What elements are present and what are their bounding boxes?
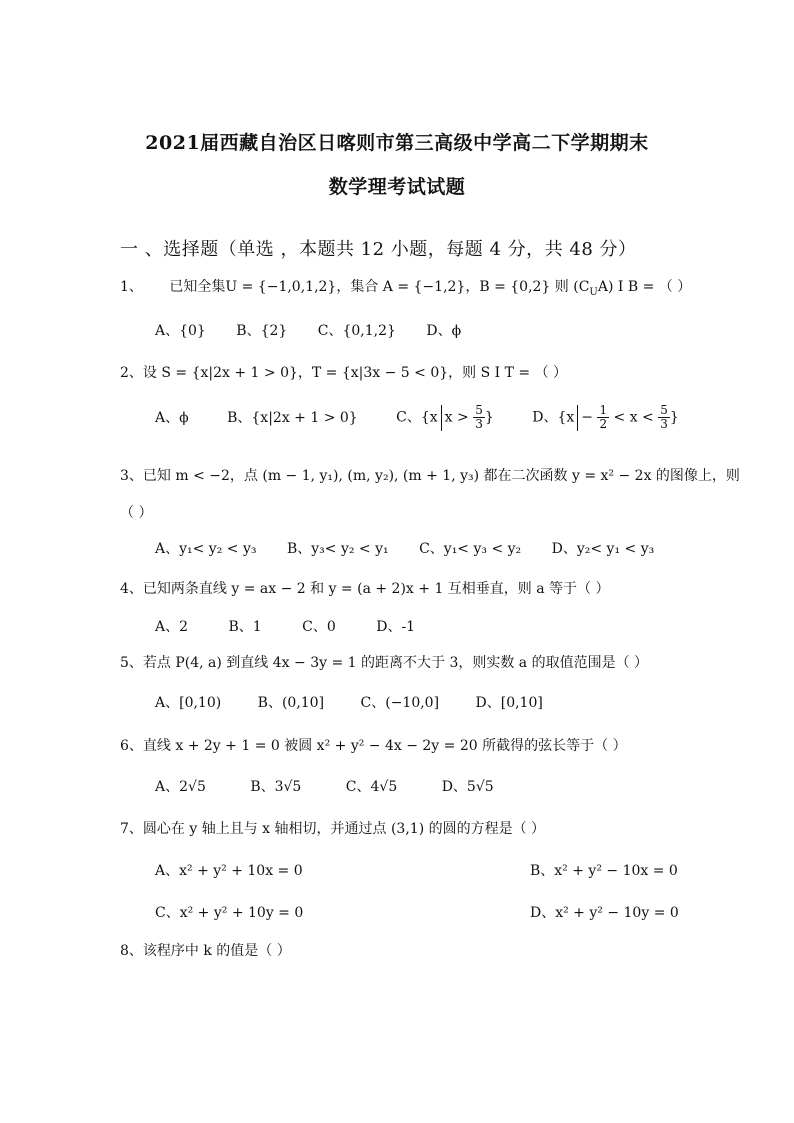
question-2-options	[155, 404, 705, 431]
question-7-option-b: B、x² + y² − 10x = 0	[530, 863, 678, 879]
question-1-number: 1、	[120, 279, 143, 295]
fraction	[473, 404, 485, 431]
question-3-options	[155, 538, 680, 558]
question-2-option-d-prefix: D、{x	[532, 409, 575, 426]
fraction-denominator: 3	[475, 417, 483, 431]
question-7-option-a: A、x² + y² + 10x = 0	[155, 863, 303, 879]
question-2-option-c-ineq: x >	[444, 409, 469, 426]
question-5-option-c: C、(−10,0]	[360, 695, 440, 711]
question-5-option-a: A、[0,10)	[155, 695, 222, 711]
question-2-option-c	[396, 404, 494, 431]
question-3-paren: （ ）	[120, 505, 153, 521]
question-2-option-d-minus: −	[581, 409, 593, 426]
question-2-option-d-close: }	[669, 409, 679, 426]
question-5-option-b: B、(0,10]	[257, 695, 325, 711]
question-4-option-b: B、1	[228, 619, 262, 635]
question-1-option-d: D、ϕ	[426, 323, 462, 339]
question-4-option-a: A、2	[155, 619, 189, 635]
question-7: 7、圆心在 y 轴上且与 x 轴相切，并通过点 (3,1) 的圆的方程是（ ）	[120, 821, 546, 837]
question-6-options	[155, 776, 520, 796]
question-4-option-c: C、0	[302, 619, 336, 635]
question-2: 2、设 S = {x|2x + 1 > 0}，T = {x|3x − 5 < 0}，则 S I T = （ ）	[120, 365, 568, 381]
question-1-options	[155, 320, 487, 340]
question-3: 3、已知 m < −2，点 (m − 1, y₁), (m, y₂), (m + 1, y₃) 都在二次函数 y = x² − 2x 的图像上，则	[120, 468, 740, 484]
question-2-option-c-close: }	[484, 409, 494, 426]
question-1-option-a: A、{0}	[155, 323, 206, 339]
fraction-numerator: 5	[660, 403, 668, 417]
fraction	[658, 404, 670, 431]
question-6-option-b: B、3√5	[250, 779, 302, 795]
question-6-option-c: C、4√5	[345, 779, 398, 795]
question-5-option-d: D、[0,10]	[475, 695, 543, 711]
question-5: 5、若点 P(4, a) 到直线 4x − 3y = 1 的距离不大于 3，则实数 a 的取值范围是（ ）	[120, 655, 649, 671]
question-8: 8、该程序中 k 的值是（ ）	[120, 943, 291, 959]
question-1-subscript: U	[589, 286, 598, 298]
set-bar	[441, 405, 442, 431]
fraction-numerator: 1	[599, 403, 608, 417]
question-4-options	[155, 616, 441, 636]
fraction-denominator: 2	[599, 417, 608, 431]
fraction	[597, 404, 609, 431]
question-1-text: 已知全集U = {−1,0,1,2}，集合 A = {−1,2}，B = {0,2} 则 (C	[169, 279, 590, 295]
fraction-numerator: 5	[475, 403, 483, 417]
question-1-option-c: C、{0,1,2}	[317, 323, 396, 339]
question-7-option-d: D、x² + y² − 10y = 0	[530, 905, 679, 921]
question-3-option-d: D、y₂< y₁ < y₃	[551, 541, 655, 557]
question-2-option-b: B、{x|2x + 1 > 0}	[227, 409, 358, 426]
question-2-option-a: A、ϕ	[155, 409, 189, 426]
question-5-options	[155, 692, 569, 712]
exam-title-line1: 2021届西藏自治区日喀则市第三高级中学高二下学期期末	[145, 132, 649, 154]
question-2-option-d-ineq: < x <	[613, 409, 654, 426]
set-bar	[577, 405, 578, 431]
question-2-option-c-prefix: C、{x	[396, 409, 438, 426]
fraction-denominator: 3	[660, 417, 668, 431]
section-header: 一 、选择题（单选 ，本题共 12 小题，每题 4 分，共 48 分）	[120, 239, 637, 260]
question-4: 4、已知两条直线 y = ax − 2 和 y = (a + 2)x + 1 互相垂直，则 a 等于（ ）	[120, 581, 610, 597]
question-6-option-a: A、2√5	[155, 779, 206, 795]
question-6: 6、直线 x + 2y + 1 = 0 被圆 x² + y² − 4x − 2y = 20 所截得的弦长等于（ ）	[120, 738, 627, 754]
question-3-option-c: C、y₁< y₃ < y₂	[419, 541, 522, 557]
question-7-option-c: C、x² + y² + 10y = 0	[155, 905, 304, 921]
question-1-option-b: B、{2}	[236, 323, 288, 339]
question-3-option-b: B、y₃< y₂ < y₁	[286, 541, 389, 557]
question-7-options-row1	[155, 860, 678, 880]
question-1-text-tail: A) I B = （ ）	[597, 279, 692, 295]
exam-title-line2: 数学理考试试题	[328, 176, 466, 198]
question-6-option-d: D、5√5	[441, 779, 494, 795]
question-4-option-d: D、-1	[376, 619, 416, 635]
question-3-option-a: A、y₁< y₂ < y₃	[155, 541, 257, 557]
question-7-options-row2	[155, 902, 679, 922]
question-1	[120, 276, 691, 298]
question-2-option-d	[532, 404, 679, 431]
